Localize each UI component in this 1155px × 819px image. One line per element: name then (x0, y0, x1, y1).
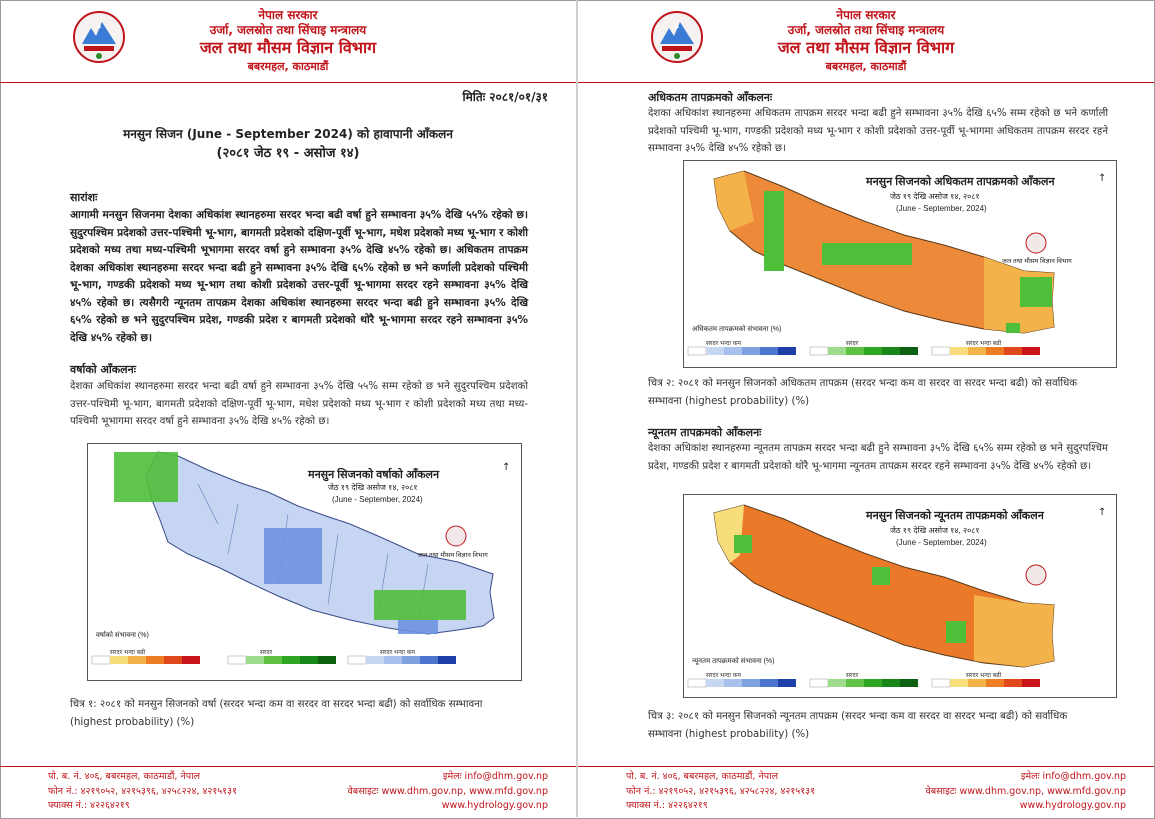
tmin-normal-west (734, 535, 752, 553)
legend-title: वर्षाको संभावना (%) (96, 632, 149, 639)
title-line-2: (२०८१ जेठ १९ - असोज १४) (216, 146, 360, 162)
department-logo-icon (1026, 565, 1046, 585)
legend-above-label: सरदर भन्दा कम (380, 649, 415, 656)
map-subtitle: जेठ १९ देखि असोज १४, २०८१ (328, 483, 418, 492)
map-period: (June - September, 2024) (896, 204, 987, 213)
map-period: (June - September, 2024) (896, 538, 987, 547)
tmin-heading: न्यूनतम तापक्रमको आँकलनः (648, 426, 762, 439)
header-rule (0, 82, 576, 83)
header-line-address: बबरमहल, काठमाडौं (247, 60, 329, 73)
legend-normal-label: सरदर (260, 649, 273, 656)
legend-above-label: सरदर भन्दा बढी (966, 340, 1002, 347)
header-line-department: जल तथा मौसम विज्ञान विभाग (777, 38, 955, 57)
footer-website-2[interactable]: www.hydrology.gov.np (441, 800, 548, 811)
footer-address: पो. ब. नं. ४०६, बबरमहल, काठमाडौं, नेपाल (626, 771, 779, 782)
footer-web (925, 770, 1126, 814)
north-arrow-icon: ↑ (1098, 173, 1107, 184)
footer-phone: फोन नं.: ४२१९०५२, ४२१५३९६, ४२५८२२४, ४२१५१३१ (48, 785, 238, 797)
map-title: मनसुन सिजनको न्यूनतम तापक्रमको आँकलन (866, 510, 1044, 522)
department-logo-icon (446, 526, 466, 546)
tmin-normal-central (872, 567, 890, 585)
figure-3-caption: चित्र ३: २०८१ को मनसुन सिजनको न्यूनतम तापक्रम (सरदर भन्दा कम वा सरदर वा सरदर भन्दा बढी) को सर्वाधिक सम्भावना (highest probability) (%) (648, 711, 1068, 740)
rainfall-heading: वर्षाको आँकलनः (70, 363, 136, 376)
footer-website-2[interactable]: www.hydrology.gov.np (1019, 800, 1126, 811)
header-line-ministry: उर्जा, जलस्रोत तथा सिंचाइ मन्त्रालय (209, 23, 367, 37)
tmax-text: देशका अधिकांश स्थानहरुमा अधिकतम तापक्रम सरदर भन्दा बढी हुने सम्भावना ३५% देखि ६५% सम्म रहेको छ भने कर्णाली प्रदेशको पश्चिमी भू-भाग, गण्डकी प्रदेशको मध्य भू-भाग र कोशी प्रदेशको उत्तर-पूर्वी भू-भागमा अधिकतम तापक्रम सरदर रहने सम्भावना ३५% देखि ४५% रहेको छ। (648, 108, 1108, 154)
tmax-normal-west (764, 191, 784, 271)
map-period: (June - September, 2024) (332, 495, 423, 504)
legend-title: अधिकतम तापक्रमको संभावना (%) (692, 326, 782, 333)
legend-below-label: सरदर भन्दा कम (706, 672, 741, 679)
map-title: मनसुन सिजनको वर्षाको आँकलन (308, 469, 440, 481)
legend-normal-label: सरदर (846, 672, 859, 679)
map-subtitle: जेठ १९ देखि असोज १४, २०८१ (890, 526, 980, 535)
footer-fax: फ्याक्स नं.: ४२२६४२१९ (626, 800, 708, 811)
title-line-1: मनसुन सिजन (June - September 2024) को हावापानी आँकलन (123, 127, 453, 141)
letterhead (0, 8, 576, 74)
north-arrow-icon: ↑ (1098, 507, 1107, 518)
map-logo-text: जल तथा मौसम विज्ञान विभाग (1002, 258, 1072, 265)
header-line-department: जल तथा मौसम विज्ञान विभाग (199, 38, 377, 57)
rain-above-central (264, 528, 322, 584)
header-line-government: नेपाल सरकार (258, 8, 318, 22)
summary-heading: सारांशः (70, 191, 98, 204)
department-logo-icon (1026, 233, 1046, 253)
legend-above-label: सरदर भन्दा बढी (966, 672, 1002, 679)
tmax-heading: अधिकतम तापक्रमको आँकलनः (648, 91, 773, 104)
footer-fax: फ्याक्स नं.: ४२२६४२१९ (48, 800, 130, 811)
tmax-normal-central (822, 243, 912, 265)
footer-website[interactable]: वेबसाइटः www.dhm.gov.np, www.mfd.gov.np (347, 785, 548, 797)
map-subtitle: जेठ १९ देखि असोज १४, २०८१ (890, 192, 980, 201)
legend-below-label: सरदर भन्दा कम (706, 340, 741, 347)
letterhead (578, 8, 1154, 74)
footer-phone: फोन नं.: ४२१९०५२, ४२१५३९६, ४२५८२२४, ४२१५१३१ (626, 785, 816, 797)
tmin-text: देशका अधिकांश स्थानहरुमा न्यूनतम तापक्रम सरदर भन्दा बढी हुने सम्भावना ३५% देखि ६५% सम्म रहेको छ भने सुदुरपश्चिम प्रदेश, गण्डकी प्रदेश र बागमती प्रदेशको थोरै भू-भागमा न्यूनतम तापक्रम सरदर रहने सम्भावना ३५% देखि ४५% रहेको छ। (648, 443, 1108, 472)
rainfall-map (87, 443, 522, 681)
issue-date: मितिः २०८१/०१/३१ (462, 90, 548, 104)
rain-normal-east (374, 590, 466, 620)
footer-website[interactable]: वेबसाइटः www.dhm.gov.np, www.mfd.gov.np (925, 785, 1126, 797)
footer-rule (0, 766, 576, 767)
figure-2-caption: चित्र २: २०८१ को मनसुन सिजनको अधिकतम तापक्रम (सरदर भन्दा कम वा सरदर वा सरदर भन्दा बढी) को सर्वाधिक सम्भावना (highest probability) (%) (648, 378, 1078, 407)
header-line-government: नेपाल सरकार (836, 8, 896, 22)
footer-contact (626, 770, 815, 814)
footer-contact (48, 770, 237, 814)
tmax-map (683, 160, 1117, 368)
legend-below-label: सरदर भन्दा बढी (110, 649, 146, 656)
document-title (0, 125, 576, 165)
header-rule (578, 82, 1154, 83)
footer-address: पो. ब. नं. ४०६, बबरमहल, काठमाडौं, नेपाल (48, 771, 201, 782)
figure-1-caption: चित्र १: २०८१ को मनसुन सिजनको वर्षा (सरदर भन्दा कम वा सरदर वा सरदर भन्दा बढी) को सर्वाधिक सम्भावना (highest probability) (%) (70, 699, 483, 728)
north-arrow-icon: ↑ (502, 462, 511, 473)
tmax-normal-east (1020, 277, 1052, 307)
footer-email[interactable]: इमेलः info@dhm.gov.np (1020, 771, 1126, 782)
map-logo-text: जल तथा मौसम विज्ञान विभाग (418, 552, 488, 559)
map-title: मनसुन सिजनको अधिकतम तापक्रमको आँकलन (866, 176, 1055, 188)
footer-web (347, 770, 548, 814)
footer-rule (578, 766, 1154, 767)
page-2 (578, 0, 1154, 817)
legend-normal-label: सरदर (846, 340, 859, 347)
tmin-normal-east (946, 621, 966, 643)
header-line-ministry: उर्जा, जलस्रोत तथा सिंचाइ मन्त्रालय (787, 23, 945, 37)
legend-title: न्यूनतम तापक्रमको संभावना (%) (692, 658, 775, 665)
summary-text: आगामी मनसुन सिजनमा देशका अधिकांश स्थानहरुमा सरदर भन्दा बढी वर्षा हुने सम्भावना ३५% देखि ५५% रहेको छ। सुदुरपश्चिम प्रदेशको उत्तर-पश्चिमी भू-भाग, बागमती प्रदेशको दक्षिण-पूर्वी भू-भाग, मधेश प्रदेशको मध्य भू-भाग र कोशी प्रदेशको मध्य तथा मध्य-पश्चिमी भूभागमा सरदर वर्षा हुने सम्भावना ३५% देखि ४५% रहेको छ। अधिकतम तापक्रम देशका अधिकांश स्थानहरुमा सरदर भन्दा बढी हुने सम्भावना ३५% देखि ६५% रहेको छ भने कर्णाली प्रदेशको पश्चिमी भू-भाग, गण्डकी प्रदेशको मध्य भू-भाग तथा कोशी प्रदेशको उत्तर-पूर्वी भू-भागमा सरदर रहने सम्भावना ३५% देखि ४५% रहेको छ। त्यसैगरी न्यूनतम तापक्रम देशका अधिकांश स्थानहरुमा सरदर भन्दा बढी हुने सम्भावना ३५% देखि ६५% रहेको छ भने सुदुरपश्चिम प्रदेश, गण्डकी प्रदेश र बागमती प्रदेशको थोरै भू-भागमा सरदर रहने सम्भावना ३५% देखि ४५% रहेको छ। (70, 209, 528, 344)
header-line-address: बबरमहल, काठमाडौं (825, 60, 907, 73)
footer-email[interactable]: इमेलः info@dhm.gov.np (442, 771, 548, 782)
rainfall-text: देशका अधिकांश स्थानहरुमा सरदर भन्दा बढी वर्षा हुने सम्भावना ३५% देखि ५५% सम्म रहेको छ भने सुदुरपश्चिम प्रदेशको उत्तर-पश्चिमी भू-भाग, बागमती प्रदेशको दक्षिण-पूर्वी भू-भाग, मधेश प्रदेशको मध्य भू-भाग र कोशी प्रदेशको मध्य तथा मध्य-पश्चिमी भूभागमा सरदर वर्षा हुने सम्भावना ३५% देखि ४५% रहेको छ। (70, 381, 528, 427)
page-1 (0, 0, 576, 817)
tmin-map (683, 494, 1117, 698)
rain-normal-nw (114, 452, 178, 502)
